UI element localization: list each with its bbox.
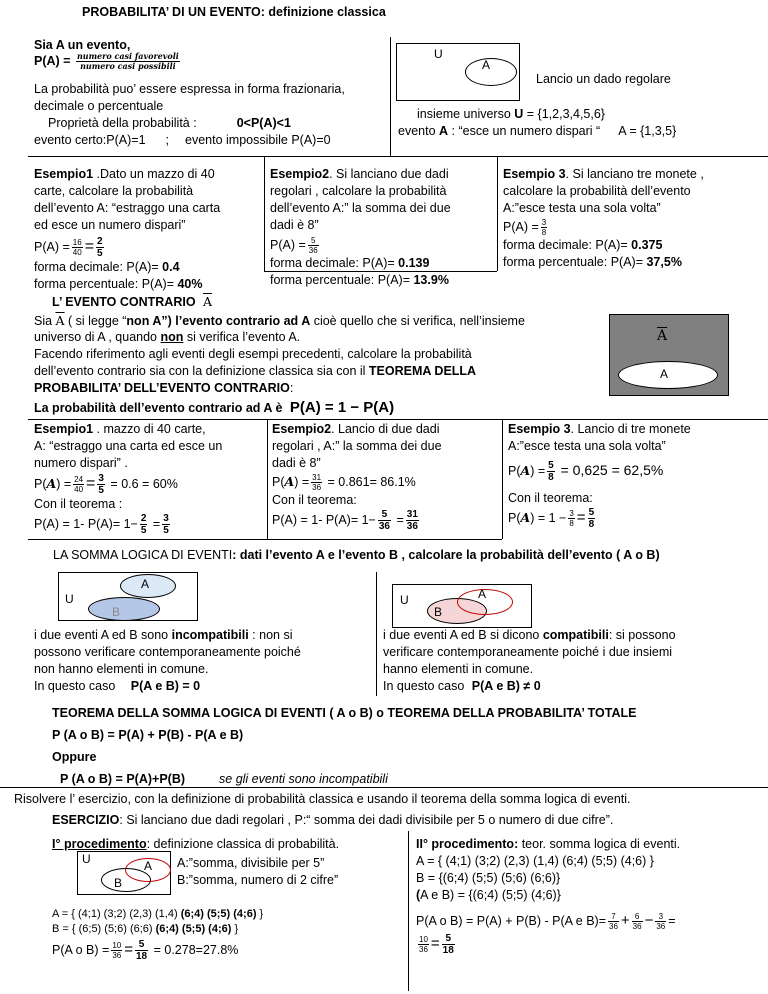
intro-column-divider	[390, 37, 391, 156]
contrary-event-label: A	[660, 367, 669, 381]
event-a-label: A	[482, 58, 491, 72]
event-set: evento A : “esce un numero dispari “ A = {1,3,5}	[398, 124, 677, 138]
exercise-a-label: A	[144, 859, 153, 873]
procedure-1-result: P(A o B) = $\frac{10}{36}$ = $\frac{5}{18}$ = 0.278=27.8%	[52, 939, 239, 962]
dice-caption: Lancio un dado regolare	[536, 72, 671, 86]
exercise-u-label: U	[82, 852, 91, 866]
procedure-1-set-b: B = { (6;5) (5;6) (6;6) (6;4) (5;5) (4;6) }	[52, 923, 239, 935]
compatible-u-label: U	[400, 593, 409, 607]
intro-definition	[34, 52, 182, 71]
procedure-1-heading: I° procedimento: definizione classica di probabilità.	[52, 837, 340, 851]
total-probability-theorem: TEOREMA DELLA SOMMA LOGICA DI EVENTI ( A o B) o TEOREMA DELLA PROBABILITA’ TOTALE P (A o B) = P(A) + P(B) - P(A e B) Oppure P (A o B) = P(A)+P(B) se gli eventi sono incompatibili	[52, 706, 637, 786]
contrary-line-4: dell’evento contrario sia con la definizione classica sia con il TEOREMA DELLA	[34, 364, 477, 378]
intro-line-6: evento certo:P(A)=1 ; evento impossibile P(A)=0	[34, 133, 331, 147]
compatible-text: i due eventi A ed B si dicono compatibili: si possono verificare contemporaneamente poiché i due insiemi hanno elementi in comune. In questo caso P(A e B) ≠ 0	[383, 628, 676, 693]
intro-line-5: Proprietà della probabilità : 0<P(A)<1	[48, 116, 291, 130]
incompatible-text: i due eventi A ed B sono incompatibili : non si possono verificare contemporaneamente poiché non hanno elementi in comune. In questo caso P(A e B) = 0	[34, 628, 301, 693]
example-divider-1	[264, 156, 265, 271]
procedure-2: II° procedimento: teor. somma logica di eventi. A = { (4;1) (3;2) (2,3) (1,4) (6;4) (5;5) (4;6) } B = {(6;4) (5;5) (5;6) (6;6)} (A e B) = {(6;4) (5;5) (4;6)} P(A o B) = P(A) + P(B) - P(A e B)= $\frac{7}{36}$ + $\frac{6}{36}$ − $\frac{3}{36}$ = $\frac{10}{36}$ = $\frac{5}{18}$	[416, 837, 681, 957]
universe-set: insieme universo U = {1,2,3,4,5,6}	[417, 107, 605, 121]
page-title: PROBABILITA’ DI UN EVENTO: definizione classica	[82, 5, 386, 19]
intro-line-3: La probabilità puo’ essere espressa in forma frazionaria,	[34, 82, 345, 96]
procedure-1-set-a: A = { (4;1) (3;2) (2,3) (1,4) (6;4) (5;5) (4;6) }	[52, 908, 264, 920]
contrary-example-1: Esempio1 . mazzo di 40 carte, A: “estraggo una carta ed esce un numero dispari” . P(A) = $\frac{24}{40}$ = $\frac{3}{5}$ = 0.6 = 60% Con il teorema : P(A) = 1- P(A)= 1− $\frac{2}{5}$ = $\frac{3}{5}$	[34, 422, 223, 536]
incompatible-a-label: A	[141, 577, 150, 591]
contrary-example-2: Esempio2. Lancio di due dadi regolari , A:” la somma dei due dadi è 8” P(A) = $\frac{31}{36}$ = 0.861= 86.1% Con il teorema: P(A) = 1- P(A)= 1− $\frac{5}{36}$ = $\frac{31}{36}$	[272, 422, 442, 533]
sum-column-divider	[376, 572, 377, 696]
contrary-heading: L’ EVENTO CONTRARIO $\overline{A}$	[52, 294, 213, 309]
contrary-examples-top-rule	[28, 419, 768, 420]
example-3: Esempio 3. Si lanciano tre monete , calcolare la probabilità dell’evento A:”esce testa una sola volta” P(A) = $\frac{3}{8}$ forma decimale: P(A)= 0.375 forma percentuale: P(A)= 37,5%	[503, 167, 704, 269]
contrary-divider-1	[267, 419, 268, 539]
example-divider-2	[497, 156, 498, 271]
section-divider	[28, 156, 768, 157]
pa-label: P(A) =	[34, 53, 71, 68]
contrary-example-3: Esempio 3. Lancio di tre monete A:”esce testa una sola volta” P(A) = $\frac{5}{8}$ = 0,625 = 62,5% Con il teorema: P(A) = 1 − $\frac{3}{8}$ = $\frac{5}{8}$	[508, 422, 691, 530]
compatible-a-label: A	[478, 587, 487, 601]
compatible-b-label: B	[434, 605, 443, 619]
contrary-line-1: Sia $\overline{A}$ ( si legge “non A”) l’evento contrario ad A cioè quello che si verifica, nell’insieme	[34, 313, 525, 328]
incompatible-u-label: U	[65, 592, 74, 606]
intro-line-4: decimale o percentuale	[34, 99, 164, 113]
contrary-line-3: Facendo riferimento agli eventi degli esempi precedenti, calcolare la probabilità	[34, 347, 472, 361]
contrary-divider-2	[502, 419, 503, 539]
exercise-b-label: B	[114, 876, 123, 890]
sum-heading: LA SOMMA LOGICA DI EVENTI: dati l’evento A e l’evento B , calcolare la probabilità dell’evento ( A o B)	[53, 548, 660, 562]
contrary-line-5: PROBABILITA’ DELL’EVENTO CONTRARIO:	[34, 381, 294, 395]
contrary-examples-bottom-rule	[28, 539, 502, 540]
contrary-symbol-label: $\overline{A}$	[657, 328, 668, 344]
intro-line-1: Sia A un evento,	[34, 38, 131, 52]
event-a-ellipse	[465, 58, 517, 86]
incompatible-b-ellipse	[88, 597, 160, 621]
exercise-divider	[0, 787, 768, 788]
example-1: Esempio1 .Dato un mazzo di 40 carte, calcolare la probabilità dell’evento A: “estraggo una carta ed esce un numero dispari” P(A) = $\frac{16}{40}$ = $\frac{2}{5}$ forma decimale: P(A)= 0.4 forma percentuale: P(A)= 40%	[34, 167, 221, 291]
contrary-theorem: La probabilità dell’evento contrario ad A è P(A) = 1 − P(A)	[34, 399, 395, 416]
exercise-question: ESERCIZIO: Si lanciano due dadi regolari , P:“ somma dei dadi divisibile per 5 o numero di due cifre”.	[52, 813, 614, 827]
example-2: Esempio2. Si lanciano due dadi regolari , calcolare la probabilità dell’evento A:” la somma dei due dadi è 8” P(A) = $\frac{5}{36}$ forma decimale: P(A)= 0.139 forma percentuale: P(A)= 13.9%	[270, 167, 451, 287]
exercise-column-divider	[408, 831, 409, 991]
incompatible-b-label: B	[112, 605, 121, 619]
procedure-1-event-a: A:”somma, divisibile per 5”	[177, 856, 325, 870]
universe-label: U	[434, 47, 443, 61]
contrary-line-2: universo di A , quando non si verifica l’evento A.	[34, 330, 301, 344]
procedure-1-event-b: B:”somma, numero di 2 cifre”	[177, 873, 339, 887]
exercise-intro: Risolvere l’ esercizio, con la definizione di probabilità classica e usando il teorema della somma logica di eventi.	[14, 792, 631, 806]
pa-fraction: $\frac{\text{numero casi favorevoli}}{\text{numero casi possibili}}$	[76, 51, 179, 71]
